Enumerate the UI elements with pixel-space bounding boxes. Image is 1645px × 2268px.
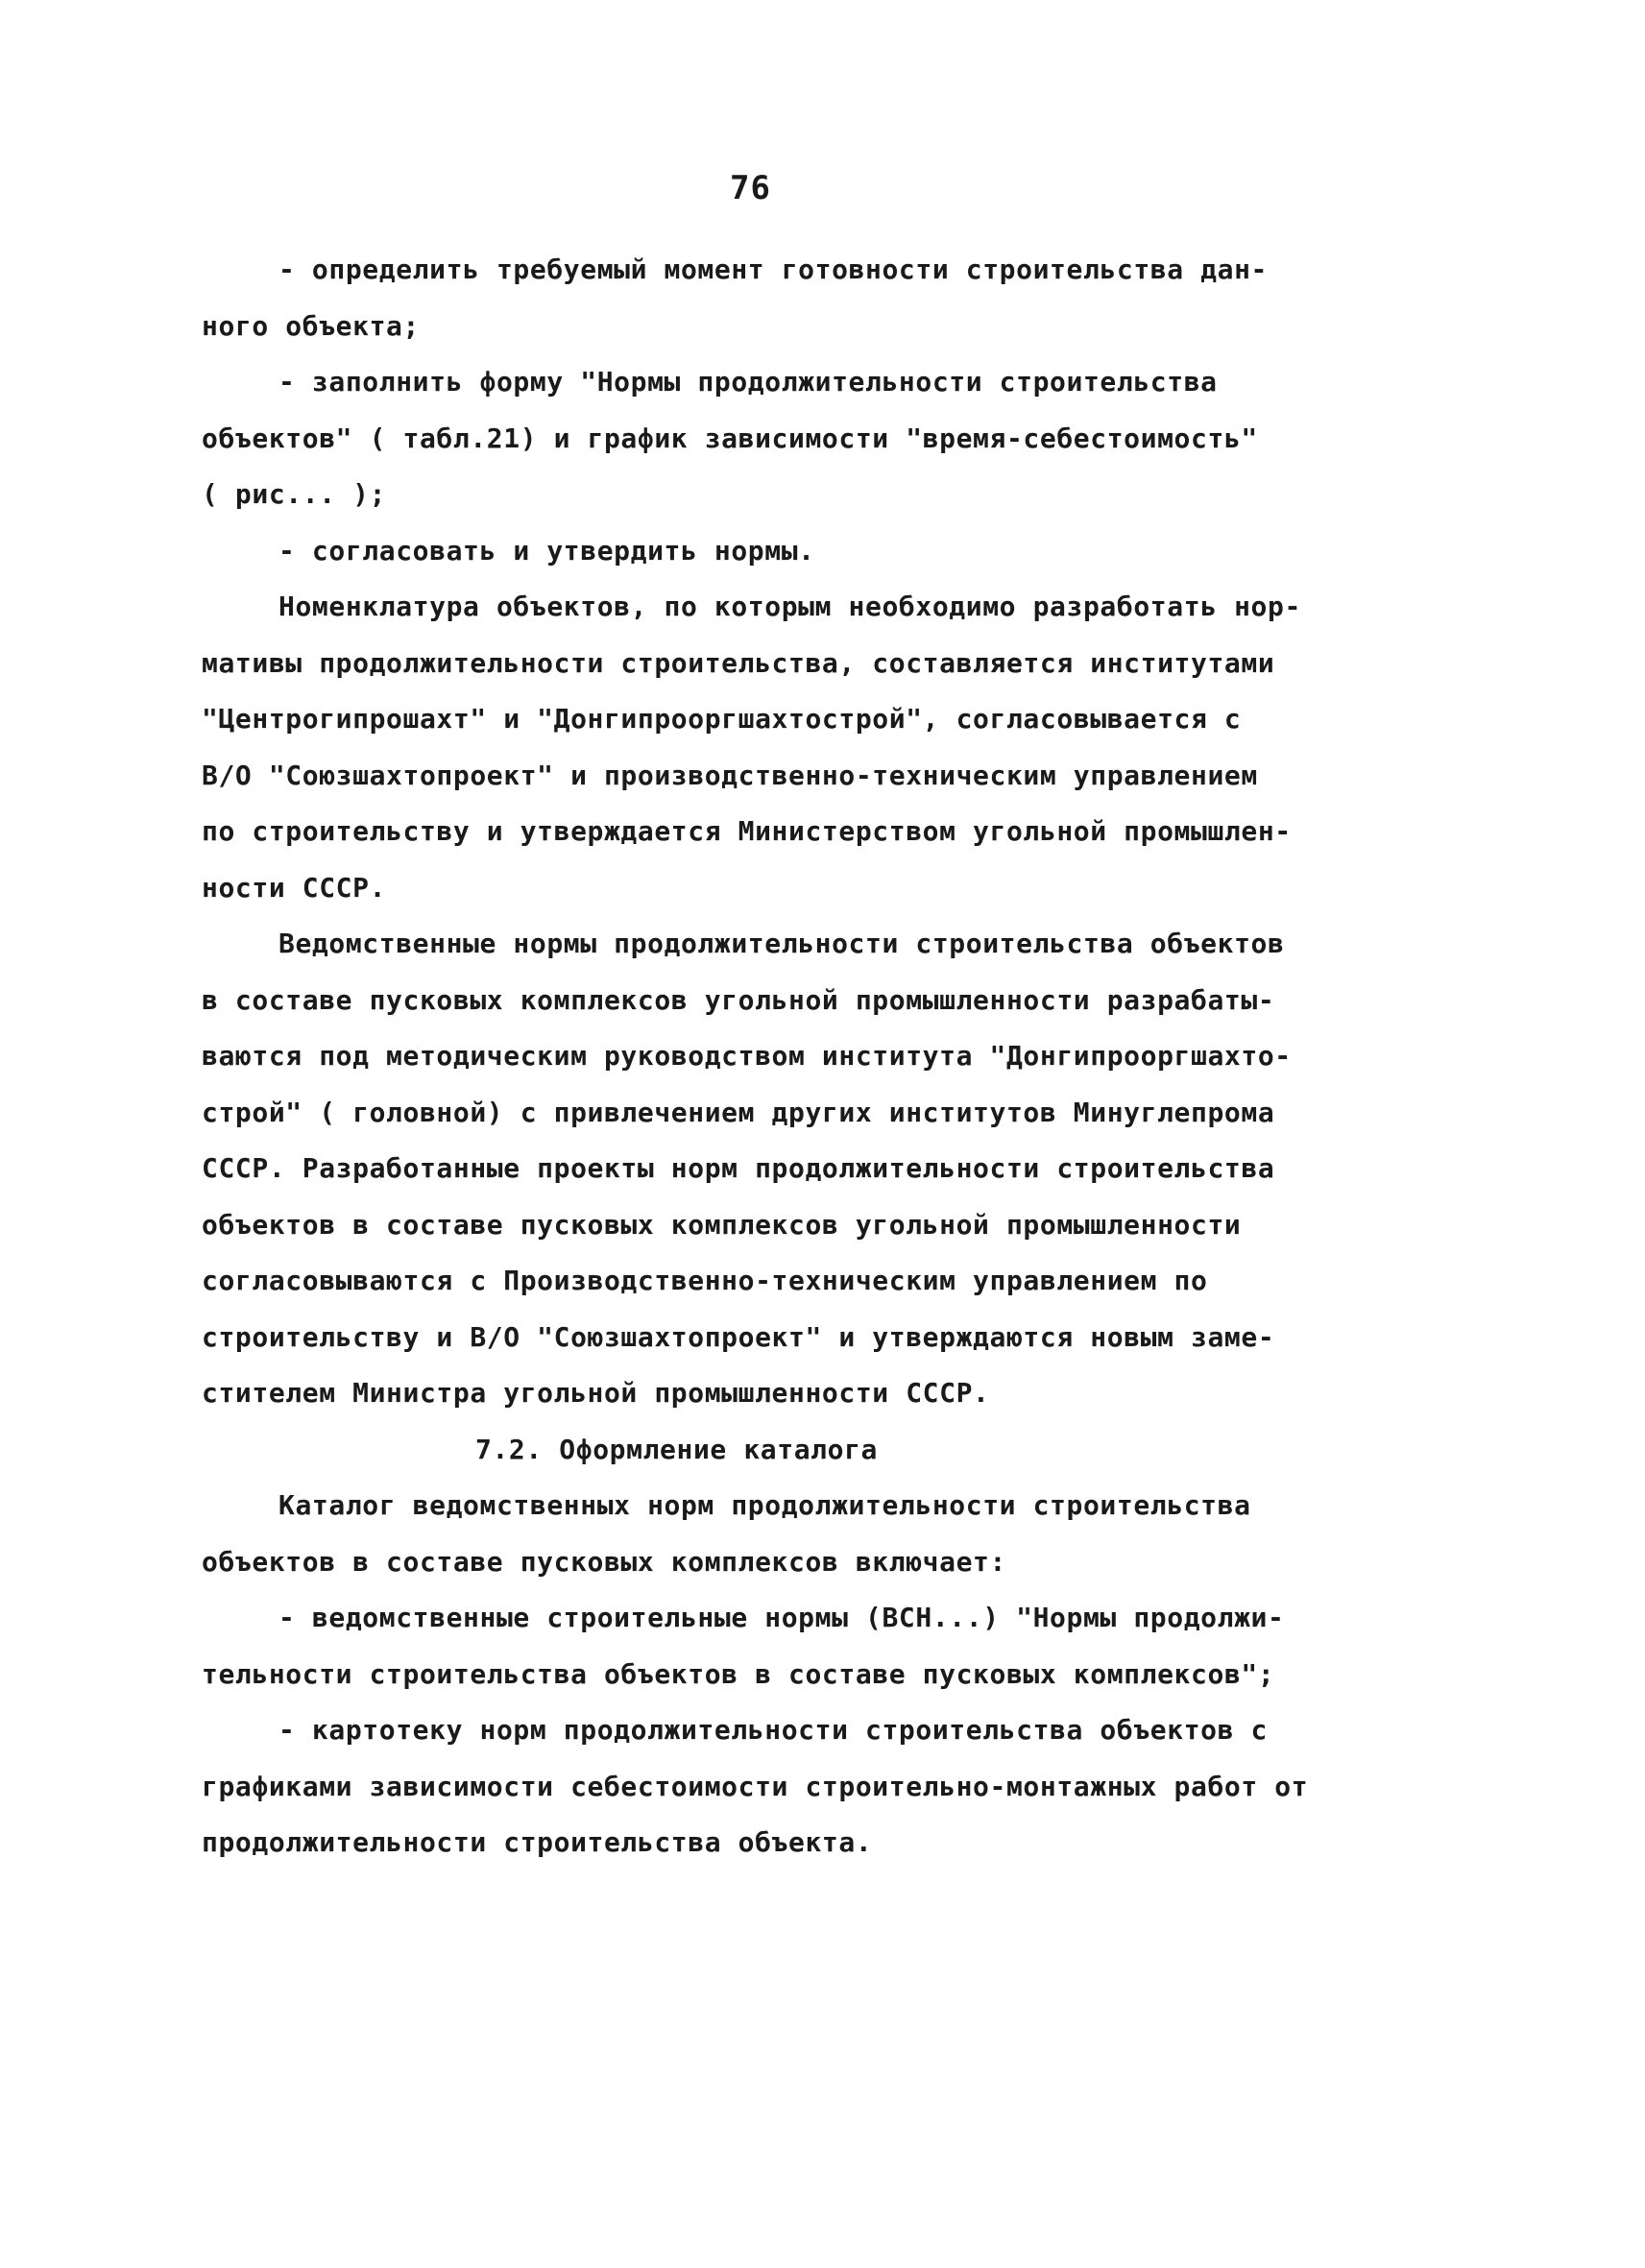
text-line: мативы продолжительности строительства, составляется институтами	[202, 646, 1275, 679]
text-line: продолжительности строительства объекта.	[202, 1826, 873, 1858]
text-line: ного объекта;	[202, 309, 420, 342]
page-number: 76	[730, 169, 771, 207]
text-line: ваются под методическим руководством института "Донгипрооргшахто-	[202, 1040, 1292, 1072]
text-line: - ведомственные строительные нормы (ВСН...) "Нормы продолжи-	[278, 1602, 1285, 1633]
text-line: строительству и В/О "Союзшахтопроект" и утверждаются новым замe-	[202, 1320, 1275, 1353]
text-line: - определить требуемый момент готовности строительства дан-	[278, 253, 1268, 285]
text-line: "Центрогипрошахт" и "Донгипрооргшахтострой", согласовывается с	[202, 703, 1242, 735]
text-line: по строительству и утверждается Министерством угольной промышлен-	[202, 815, 1292, 847]
text-line: объектов" ( табл.21) и график зависимости "время-себестоимость"	[202, 422, 1258, 454]
text-line: в составе пусковых комплексов угольной промышленности разрабаты-	[202, 983, 1275, 1016]
text-line: - картотеку норм продолжительности строительства объектов с	[278, 1714, 1268, 1746]
text-line: - согласовать и утвердить нормы.	[278, 534, 815, 567]
text-line: стителем Министра угольной промышленности СССР.	[202, 1377, 990, 1409]
text-line: строй" ( головной) с привлечением других институтов Минуглепрома	[202, 1096, 1275, 1128]
body-text	[202, 242, 1469, 1871]
text-line: Ведомственные нормы продолжительности строительства объектов	[278, 928, 1285, 959]
text-line: объектов в составе пусковых комплексов угольной промышленности	[202, 1208, 1242, 1241]
text-line: ( рис... );	[202, 478, 387, 510]
text-line: тельности строительства объектов в составе пусковых комплексов";	[202, 1657, 1275, 1690]
text-line: - заполнить форму "Нормы продолжительности строительства	[278, 366, 1218, 398]
text-line: СССР. Разработанные проекты норм продолжительности строительства	[202, 1152, 1275, 1184]
text-line: графиками зависимости себестоимости строительно-монтажных работ от	[202, 1770, 1309, 1802]
text-line: В/О "Союзшахтопроект" и производственно-техническим управлением	[202, 759, 1258, 791]
section-heading: 7.2. Оформление каталога	[475, 1433, 878, 1465]
text-line: согласовываются с Производственно-техническим управлением по	[202, 1265, 1208, 1296]
text-line: Каталог ведомственных норм продолжительности строительства	[278, 1489, 1251, 1521]
text-line: объектов в составе пусковых комплексов включает:	[202, 1545, 1006, 1578]
text-line: Номенклатура объектов, по которым необходимо разработать нор-	[278, 591, 1301, 622]
text-line: ности СССР.	[202, 871, 387, 904]
